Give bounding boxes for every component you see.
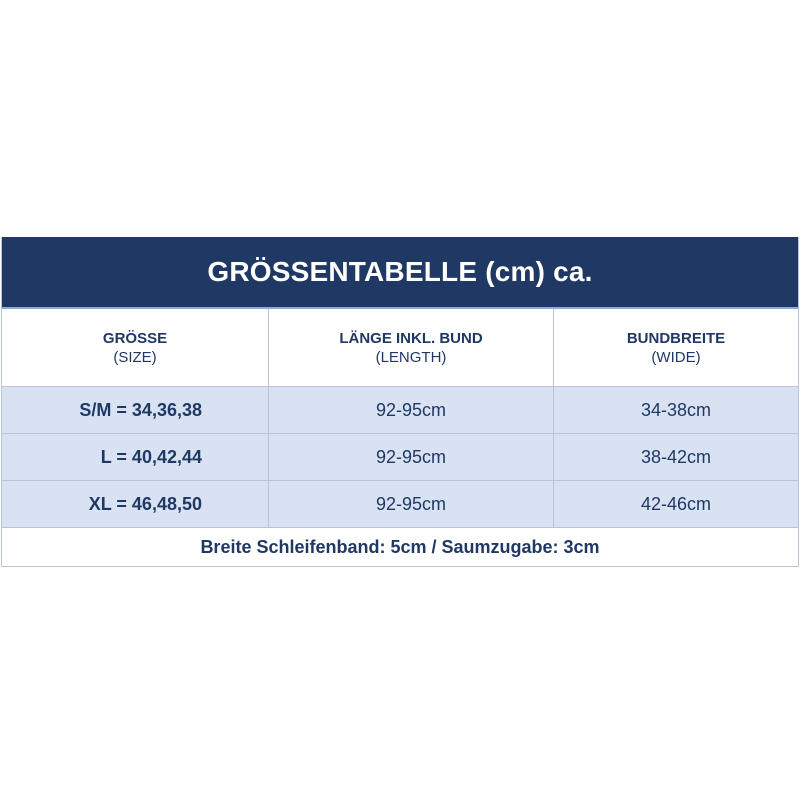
size-cell: L = 40,42,44: [2, 434, 269, 480]
length-cell: 92-95cm: [269, 434, 554, 480]
length-cell: 92-95cm: [269, 387, 554, 433]
table-footer-note: Breite Schleifenband: 5cm / Saumzugabe: 3cm: [2, 527, 798, 566]
table-row: [2, 480, 798, 527]
waist-width-cell: 42-46cm: [640, 493, 712, 514]
header-waist-width-label: BUNDBREITE: [626, 329, 726, 347]
header-waist-width-sublabel: (WIDE): [651, 348, 701, 366]
size-cell: XL = 46,48,50: [2, 481, 269, 527]
length-cell: 92-95cm: [269, 481, 554, 527]
header-waist-width: [554, 309, 798, 386]
header-length-sublabel: (LENGTH): [375, 348, 447, 366]
table-row: [2, 433, 798, 480]
table-row: [2, 386, 798, 433]
table-header-row: [2, 307, 798, 386]
size-chart-table: [1, 237, 799, 567]
header-size-sublabel: (SIZE): [113, 348, 157, 366]
header-size-label: GRÖSSE: [102, 329, 168, 347]
header-size: [2, 309, 269, 386]
waist-width-cell: 34-38cm: [640, 399, 712, 420]
table-title: GRÖSSENTABELLE (cm) ca.: [2, 237, 798, 307]
header-length-label: LÄNGE INKL. BUND: [339, 329, 483, 347]
header-length: [269, 309, 554, 386]
size-cell: S/M = 34,36,38: [2, 387, 269, 433]
waist-width-cell: 38-42cm: [640, 446, 712, 467]
